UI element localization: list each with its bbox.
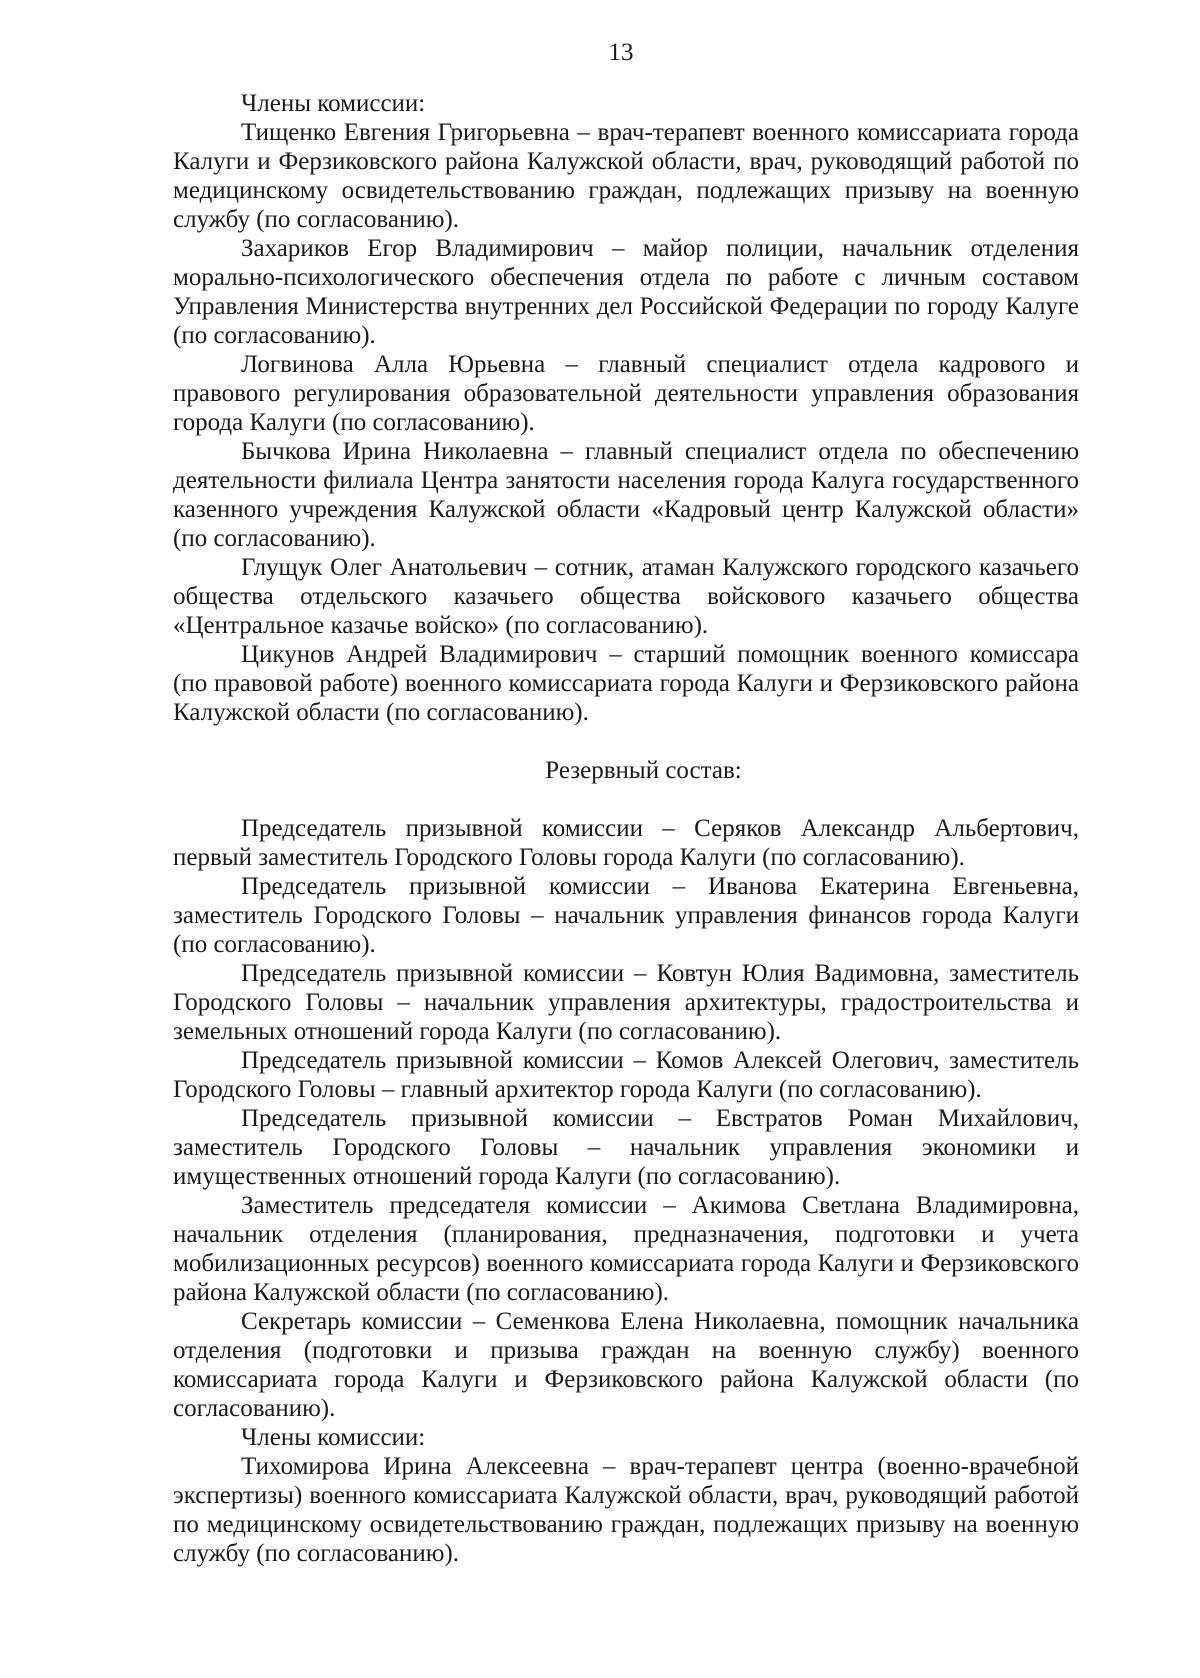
page-number: 13 <box>608 39 634 66</box>
member-paragraph: Цикунов Андрей Владимирович – старший помощник военного комиссара (по правовой работе) военного комиссариата города Калуги и Ферзиковского района Калужской области (по согласованию). <box>173 641 1079 726</box>
reserve-member-paragraph: Тихомирова Ирина Алексеевна – врач-терапевт центра (военно-врачебной экспертизы) военного комиссариата Калужской области, врач, руководящий работой по медицинскому освидетельствованию граждан, подлежащих призыву на военную службу (по согласованию). <box>173 1453 1079 1567</box>
reserve-members-heading: Члены комиссии: <box>241 1424 426 1451</box>
member-paragraph: Тищенко Евгения Григорьевна – врач-терапевт военного комиссариата города Калуги и Ферзиковского района Калужской области, врач, руководящий работой по медицинскому освидетельствованию граждан, подлежащих призыву на военную службу (по согласованию). <box>173 119 1079 233</box>
reserve-paragraph: Председатель призывной комиссии – Ковтун Юлия Вадимовна, заместитель Городского Головы – начальник управления архитектуры, градостроительства и земельных отношений города Калуги (по согласованию). <box>173 960 1079 1045</box>
member-paragraph: Глущук Олег Анатольевич – сотник, атаман Калужского городского казачьего общества отдельского казачьего общества войскового казачьего общества «Центральное казачье войско» (по согласованию). <box>173 554 1079 639</box>
member-paragraph: Логвинова Алла Юрьевна – главный специалист отдела кадрового и правового регулирования образовательной деятельности управления образования города Калуги (по согласованию). <box>173 351 1079 436</box>
reserve-paragraph: Председатель призывной комиссии – Иванова Екатерина Евгеньевна, заместитель Городского Головы – начальник управления финансов города Калуги (по согласованию). <box>173 873 1079 958</box>
reserve-paragraph: Секретарь комиссии – Семенкова Елена Николаевна, помощник начальника отделения (подготовки и призыва граждан на военную службу) военного комиссариата города Калуги и Ферзиковского района Калужской области (по согласованию). <box>173 1308 1079 1422</box>
document-body <box>173 89 1079 1568</box>
reserve-heading: Резервный состав: <box>545 757 742 784</box>
reserve-paragraph: Председатель призывной комиссии – Евстратов Роман Михайлович, заместитель Городского Головы – начальник управления экономики и имущественных отношений города Калуги (по согласованию). <box>173 1105 1079 1190</box>
members-heading: Члены комиссии: <box>241 90 426 117</box>
reserve-paragraph: Председатель призывной комиссии – Серяков Александр Альбертович, первый заместитель Городского Головы города Калуги (по согласованию). <box>173 815 1079 871</box>
reserve-paragraph: Заместитель председателя комиссии – Акимова Светлана Владимировна, начальник отделения (планирования, предназначения, подготовки и учета мобилизационных ресурсов) военного комиссариата города Калуги и Ферзиковского района Калужской области (по согласованию). <box>173 1192 1079 1306</box>
member-paragraph: Захариков Егор Владимирович – майор полиции, начальник отделения морально-психологического обеспечения отдела по работе с личным составом Управления Министерства внутренних дел Российской Федерации по городу Калуге (по согласованию). <box>173 235 1079 349</box>
reserve-paragraph: Председатель призывной комиссии – Комов Алексей Олегович, заместитель Городского Головы – главный архитектор города Калуги (по согласованию). <box>173 1047 1079 1103</box>
member-paragraph: Бычкова Ирина Николаевна – главный специалист отдела по обеспечению деятельности филиала Центра занятости населения города Калуга государственного казенного учреждения Калужской области «Кадровый центр Калужской области» (по согласованию). <box>173 438 1079 552</box>
